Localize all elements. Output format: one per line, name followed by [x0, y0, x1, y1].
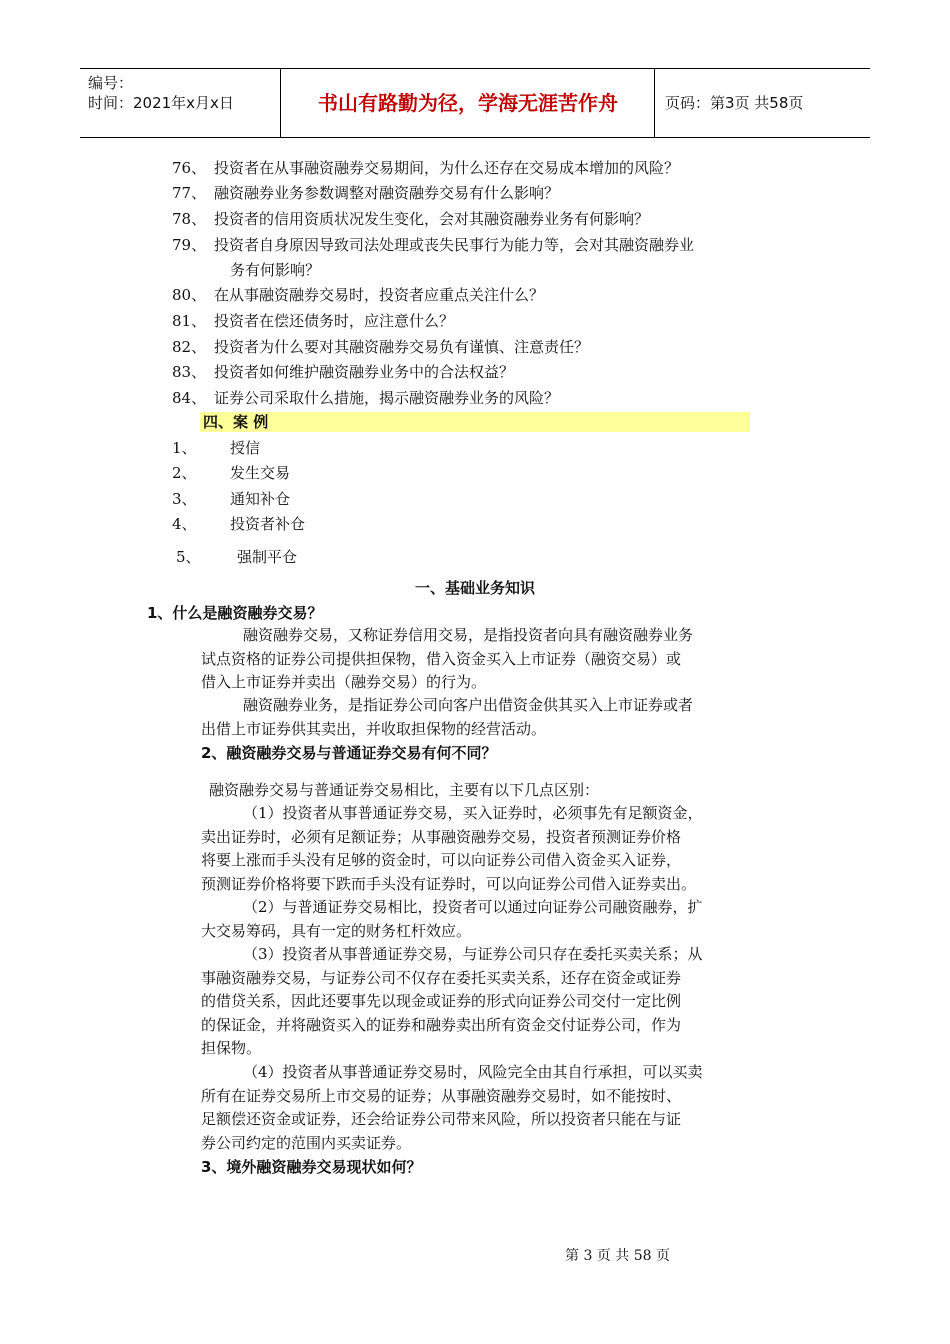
paragraph-line: 的保证金，并将融资买入的证券和融券卖出所有资金交付证券公司，作为 [201, 1015, 682, 1034]
paragraph-line: 大交易筹码，具有一定的财务杠杆效应。 [201, 921, 472, 940]
paragraph-line: 预测证券价格将要下跌而手头没有证券时，可以向证券公司借入证券卖出。 [201, 874, 697, 893]
question-item [172, 309, 454, 333]
q2-heading: 2、融资融券交易与普通证券交易有何不同？ [201, 744, 497, 762]
question-number: 80、 [172, 286, 207, 304]
question-item [172, 207, 649, 231]
case-text: 强制平仓 [237, 548, 298, 566]
case-section-title: 四、案 例 [203, 413, 269, 431]
q2-point-3 [201, 943, 751, 1061]
paragraph-line: 卖出证券时，必须有足额证券；从事融资融券交易，投资者预测证券价格 [201, 827, 682, 846]
q3-heading: 3、境外融资融券交易现状如何？ [201, 1158, 422, 1176]
question-text: 投资者的信用资质状况发生变化，会对其融资融券业务有何影响？ [214, 210, 650, 228]
question-text: 融资融券业务参数调整对融资融券交易有什么影响？ [214, 184, 560, 202]
paragraph-line: （4）投资者从事普通证券交易时，风险完全由其自行承担，可以买卖 [243, 1063, 703, 1081]
case-item [172, 461, 290, 485]
section-title: 一、基础业务知识 [414, 579, 535, 597]
case-number: 5、 [176, 548, 201, 566]
paragraph-line: 融资融券交易，又称证券信用交易，是指投资者向具有融资融券业务 [243, 626, 694, 644]
paragraph-line: 将要上涨而手头没有足够的资金时，可以向证券公司借入资金买入证券， [201, 851, 682, 869]
question-number: 81、 [172, 312, 207, 330]
question-number: 84、 [172, 389, 207, 407]
question-text: 投资者如何维护融资融券业务中的合法权益？ [214, 363, 515, 381]
case-number: 3、 [172, 490, 197, 508]
question-text: 投资者自身原因导致司法处理或丧失民事行为能力等，会对其融资融券业 [214, 236, 695, 254]
question-text: 投资者在从事融资融券交易期间，为什么还存在交易成本增加的风险？ [214, 159, 680, 177]
question-text: 投资者在偿还债务时，应注意什么？ [214, 312, 455, 330]
question-text: 证券公司采取什么措施，揭示融资融券业务的风险？ [214, 389, 560, 407]
q1-heading: 1、什么是融资融券交易？ [147, 604, 323, 622]
case-number: 2、 [172, 464, 197, 482]
paragraph-line: 试点资格的证券公司提供担保物，借入资金买入上市证券（融资交易）或 [201, 649, 682, 668]
case-number: 4、 [172, 515, 197, 533]
case-item [172, 487, 290, 511]
paragraph-line: 担保物。 [201, 1039, 262, 1057]
paragraph-line: （1）投资者从事普通证券交易，买入证券时，必须事先有足额资金， [243, 804, 703, 822]
case-item [172, 512, 305, 536]
case-item [172, 436, 260, 460]
question-number: 83、 [172, 363, 207, 381]
question-item [172, 283, 544, 307]
question-item [172, 233, 694, 257]
case-text: 授信 [230, 439, 261, 457]
question-item [172, 386, 559, 410]
paragraph-line: 券公司约定的范围内买卖证券。 [201, 1133, 412, 1152]
q2-point-4 [201, 1061, 751, 1155]
question-item [172, 181, 559, 205]
case-text: 通知补仓 [230, 490, 291, 508]
case-number: 1、 [172, 439, 197, 457]
paragraph-line: 事融资融券交易，与证券公司不仅存在委托买卖关系，还存在资金或证券 [201, 968, 682, 987]
header-motto: 书山有路勤为径，学海无涯苦作舟 [282, 69, 655, 137]
question-item [172, 156, 679, 180]
question-number: 79、 [172, 236, 207, 254]
q1-paragraph-2 [201, 694, 751, 741]
page-header [80, 68, 870, 138]
case-text: 发生交易 [230, 464, 291, 482]
paragraph-line: 的借贷关系，因此还要事先以现金或证券的形式向证券公司交付一定比例 [201, 992, 682, 1010]
case-highlight-band [200, 412, 750, 432]
paragraph-line: 足额偿还资金或证券，还会给证券公司带来风险，所以投资者只能在与证 [201, 1110, 682, 1128]
question-text: 投资者为什么要对其融资融券交易负有谨慎、注意责任？ [214, 338, 590, 356]
page-footer: 第 3 页 共 58 页 [565, 1248, 670, 1264]
paragraph-line: 借入上市证券并卖出（融券交易）的行为。 [201, 673, 487, 691]
question-continuation: 务有何影响？ [230, 261, 321, 279]
q2-intro [201, 779, 751, 803]
paragraph-line: （3）投资者从事普通证券交易，与证券公司只存在委托买卖关系；从 [243, 945, 703, 963]
paragraph-line: 出借上市证券供其卖出，并收取担保物的经营活动。 [201, 719, 547, 738]
question-text: 在从事融资融券交易时，投资者应重点关注什么？ [214, 286, 545, 304]
question-number: 82、 [172, 338, 207, 356]
paragraph-line: 融资融券交易与普通证券交易相比，主要有以下几点区别： [209, 781, 600, 799]
question-item [172, 360, 514, 384]
header-page-info: 页码：第3页 共58页 [665, 94, 804, 112]
q2-point-1 [201, 802, 751, 896]
document-number-label: 编号： [88, 74, 134, 92]
case-text: 投资者补仓 [230, 515, 306, 533]
question-number: 76、 [172, 159, 207, 177]
question-number: 78、 [172, 210, 207, 228]
q1-paragraph-1 [201, 624, 751, 695]
paragraph-line: （2）与普通证券交易相比，投资者可以通过向证券公司融资融券，扩 [243, 898, 703, 916]
paragraph-line: 所有在证券交易所上市交易的证券；从事融资融券交易时，如不能按时、 [201, 1086, 682, 1105]
question-number: 77、 [172, 184, 207, 202]
case-item [176, 545, 297, 569]
q2-point-2 [201, 896, 751, 943]
document-time-label: 时间：2021年x月x日 [88, 94, 234, 112]
question-item [172, 335, 589, 359]
paragraph-line: 融资融券业务，是指证券公司向客户出借资金供其买入上市证券或者 [243, 696, 694, 714]
header-meta-cell [80, 69, 281, 137]
